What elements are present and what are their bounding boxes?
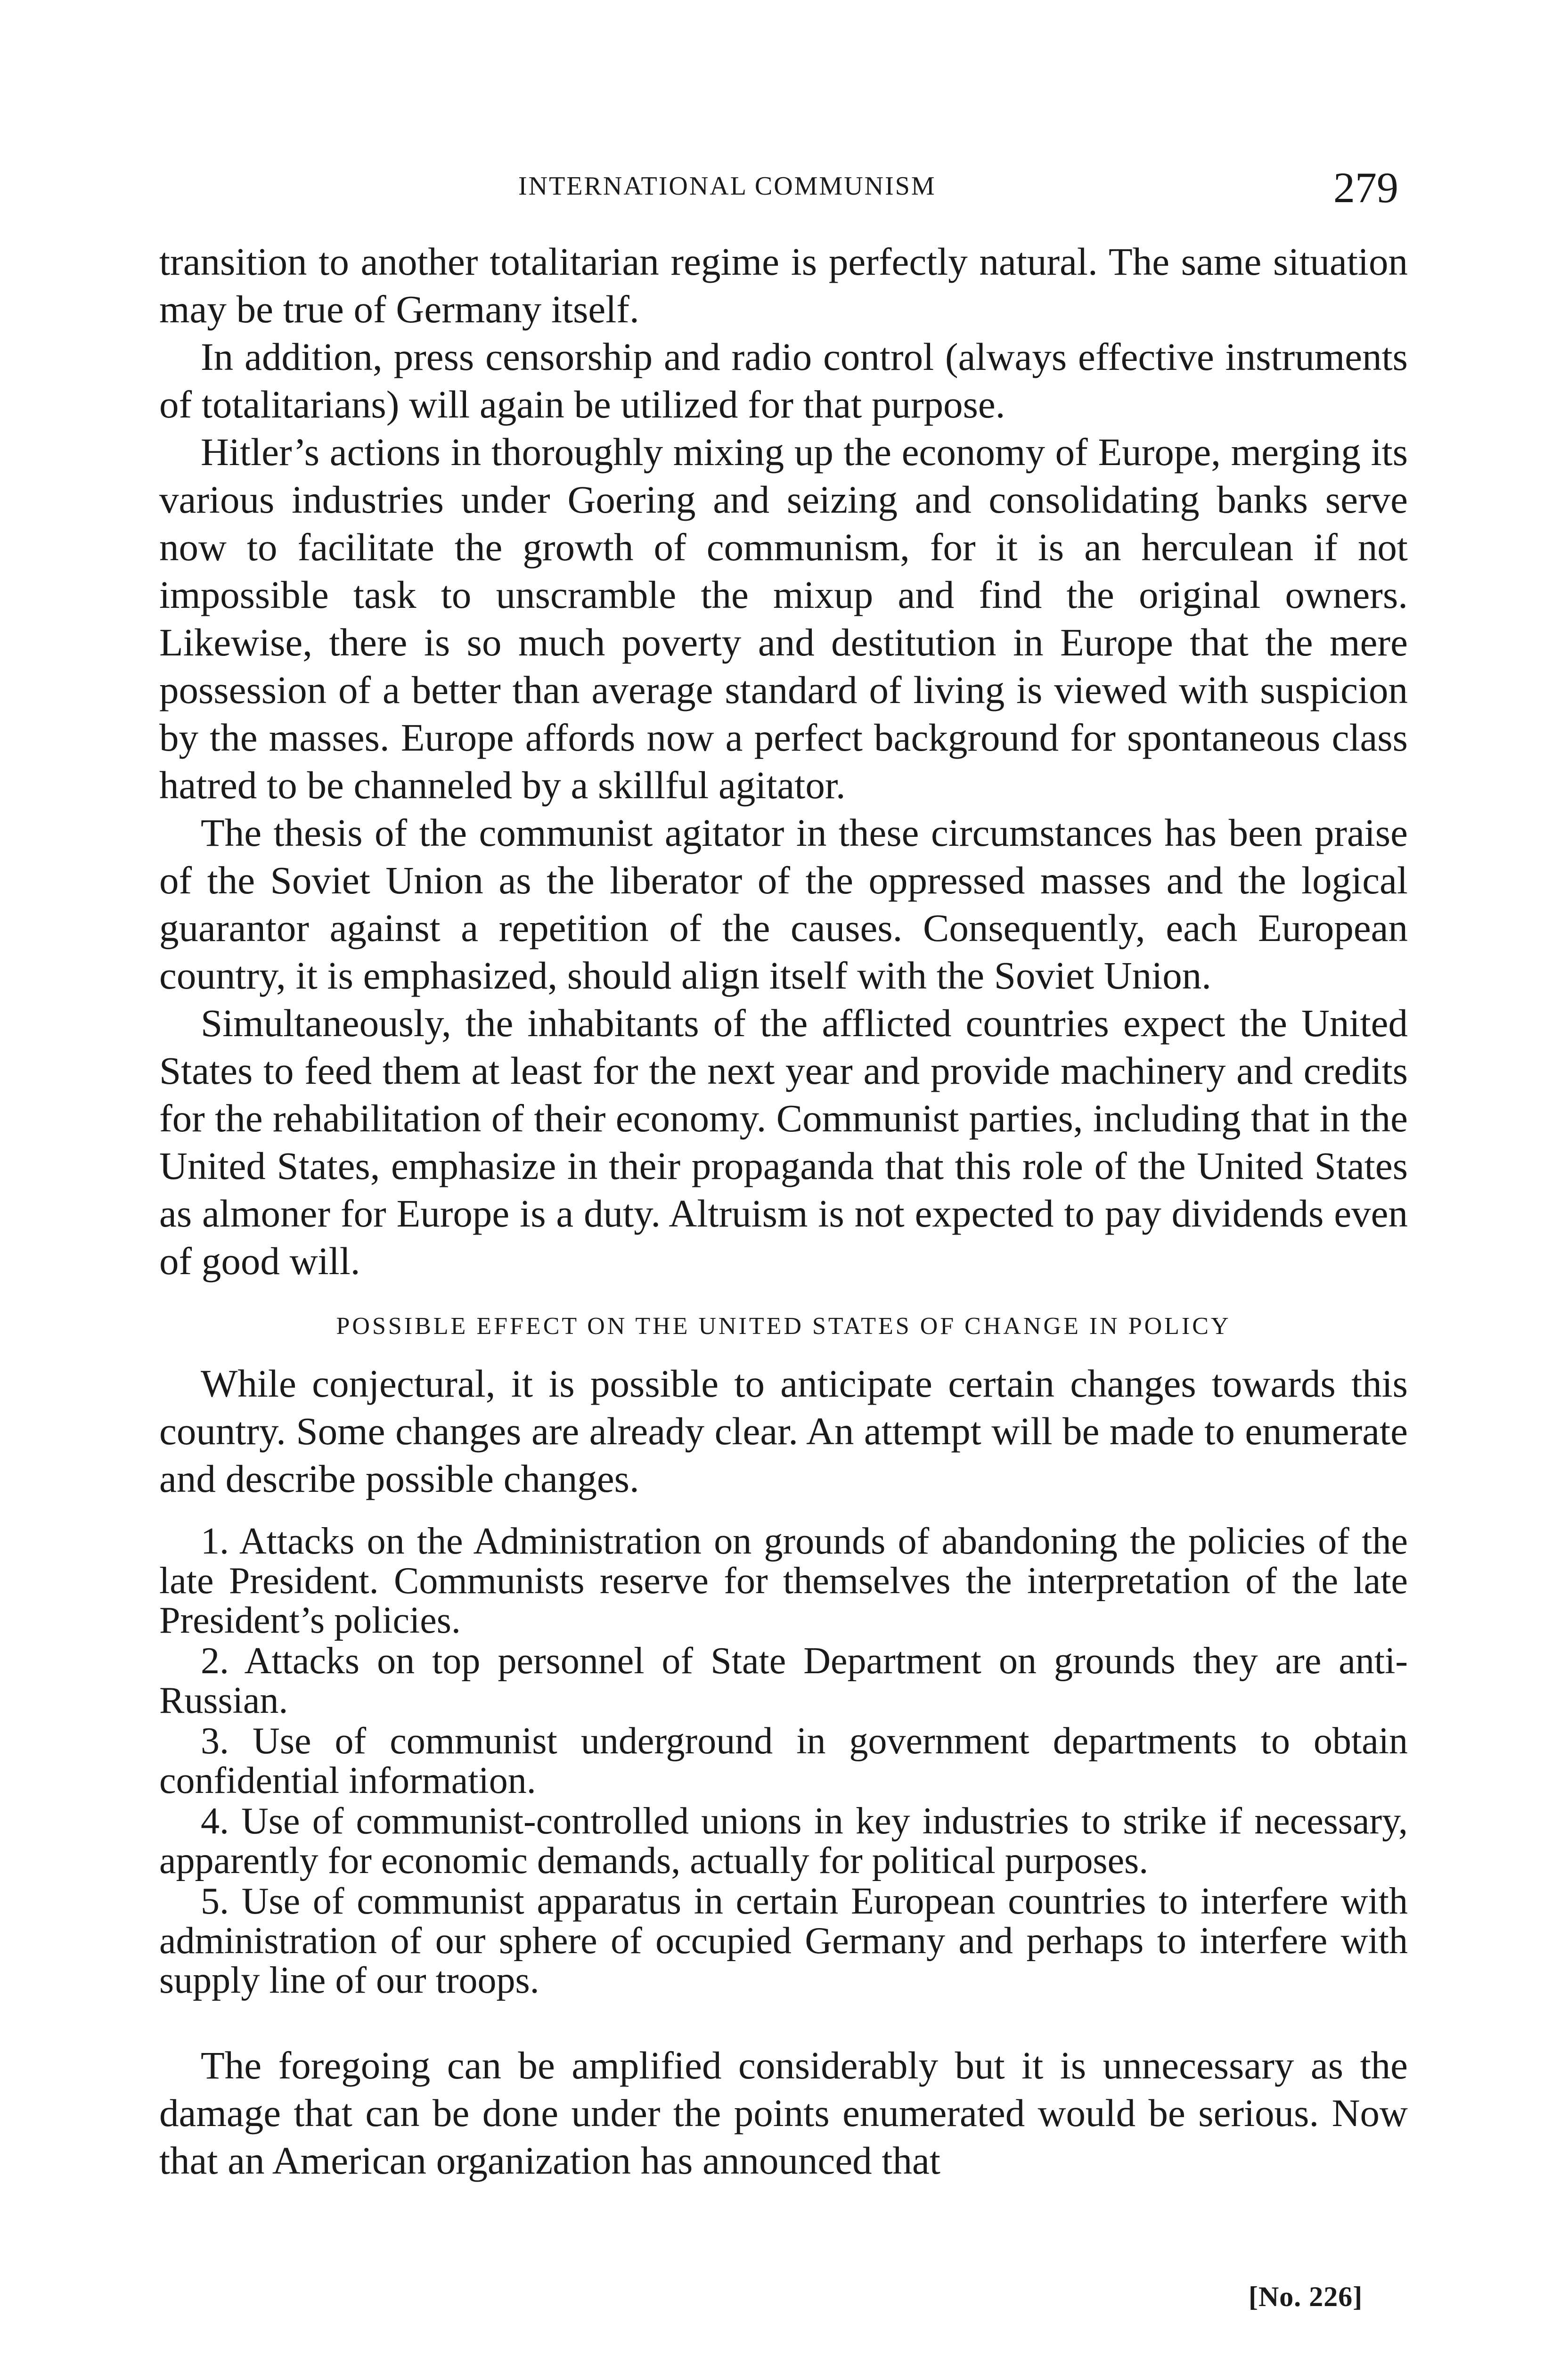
section-heading: POSSIBLE EFFECT ON THE UNITED STATES OF CHANGE IN POLICY: [336, 1313, 1231, 1340]
paragraph: In addition, press censorship and radio control (always effective instruments of totalitarians) will again be utilized for that purpose.: [159, 335, 1408, 426]
paragraph: The thesis of the communist agitator in these circumstances has been praise of the Soviet Union as the liberator of the oppressed masses and the logical guarantor against a repetition of the causes. Consequently, each European country, it is emphasized, should align itself with the Soviet Union.: [159, 811, 1408, 997]
list-item: 3. Use of communist underground in government departments to obtain confidential information.: [159, 1720, 1408, 1801]
list-item: 5. Use of communist apparatus in certain European countries to interfere with administration of our sphere of occupied Germany and perhaps to interfere with supply line of our troops.: [159, 1881, 1408, 2001]
list-item: 4. Use of communist-controlled unions in key industries to strike if necessary, apparently for economic demands, actually for political purposes.: [159, 1800, 1408, 1882]
numbered-list: [159, 1522, 1408, 2000]
paragraph: transition to another totalitarian regime is perfectly natural. The same situation may be true of Germany itself.: [159, 240, 1408, 331]
text-column: [159, 238, 1408, 2184]
closing-paragraph: The foregoing can be amplified considerably but it is unnecessary as the damage that can be done under the points enumerated would be serious. Now that an American organization has announced that: [159, 2044, 1408, 2182]
paragraph: Simultaneously, the inhabitants of the afflicted countries expect the United States to feed them at least for the next year and provide machinery and credits for the rehabilitation of their economy. Communist parties, including that in the United States, emphasize in their propaganda that this role of the United States as almoner for Europe is a duty. Altruism is not expected to pay dividends even of good will.: [159, 1001, 1408, 1283]
page-number: 279: [1333, 164, 1398, 212]
paragraph: Hitler’s actions in thoroughly mixing up the economy of Europe, merging its various industries under Goering and seizing and consolidating banks serve now to facilitate the growth of communism, for it is an herculean if not impossible task to unscramble the mixup and find the original owners. Likewise, there is so much poverty and destitution in Europe that the mere possession of a better than average standard of living is viewed with suspicion by the masses. Europe affords now a perfect background for spontaneous class hatred to be channeled by a skillful agitator.: [159, 430, 1408, 807]
section-intro: While conjectural, it is possible to anticipate certain changes towards this country. Some changes are already clear. An attempt will be made to enumerate and describe possible changes.: [159, 1362, 1408, 1500]
list-item: 1. Attacks on the Administration on grounds of abandoning the policies of the late President. Communists reserve for themselves the interpretation of the late President’s policies.: [159, 1521, 1408, 1641]
list-item: 2. Attacks on top personnel of State Department on grounds they are anti-Russian.: [159, 1640, 1408, 1721]
document-number: [No. 226]: [1249, 2281, 1363, 2312]
running-head: [0, 163, 1568, 214]
running-title: INTERNATIONAL COMMUNISM: [518, 172, 936, 201]
